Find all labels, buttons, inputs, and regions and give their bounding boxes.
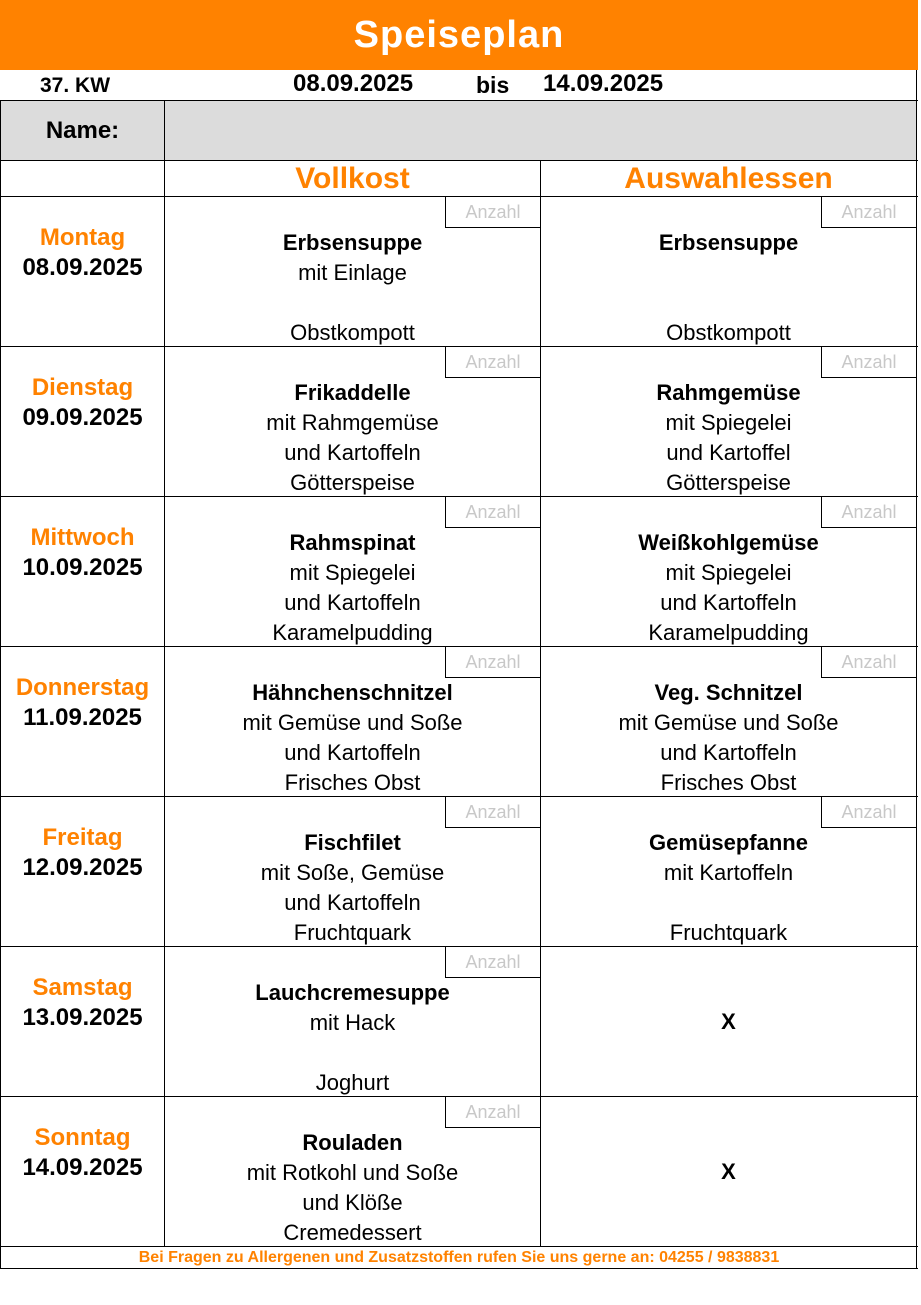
meal-line: mit Spiegelei [289, 560, 416, 585]
day-date: 12.09.2025 [22, 854, 143, 881]
meal-line: Joghurt [315, 1070, 390, 1095]
column-header-auswahlessen: Auswahlessen [624, 161, 833, 195]
day-date: 13.09.2025 [22, 1004, 143, 1031]
count-field-auswahlessen[interactable]: Anzahl [821, 497, 916, 528]
meal-title: Erbsensuppe [282, 230, 423, 255]
meal-line: mit Gemüse und Soße [242, 710, 463, 735]
count-field-auswahlessen[interactable]: Anzahl [821, 797, 916, 828]
date-from: 08.09.2025 [293, 70, 414, 97]
meal-line: und Kartoffel [666, 440, 791, 465]
count-field-vollkost[interactable]: Anzahl [445, 647, 540, 678]
name-label: Name: [1, 101, 164, 160]
meal-line: Fruchtquark [669, 920, 788, 945]
meal-line: Fruchtquark [293, 920, 412, 945]
meal-title: Fischfilet [304, 830, 401, 855]
meal-line: und Klöße [302, 1190, 403, 1215]
meal-title: Gemüsepfanne [649, 830, 808, 855]
meal-line: mit Hack [309, 1010, 396, 1035]
count-field-vollkost[interactable]: Anzahl [445, 347, 540, 378]
day-cell [1, 497, 164, 646]
meal-line: Karamelpudding [272, 620, 433, 645]
meal-line: und Kartoffeln [660, 590, 797, 615]
day-cell [1, 197, 164, 346]
meal-line: Cremedessert [283, 1220, 422, 1245]
meal-line: und Kartoffeln [284, 590, 421, 615]
day-date: 11.09.2025 [23, 704, 142, 731]
calendar-week: 37. KW [40, 74, 111, 97]
grid-line [0, 1246, 918, 1247]
grid-line [916, 70, 917, 1268]
name-field[interactable] [165, 101, 916, 160]
meal-title: Frikaddelle [294, 380, 411, 405]
count-field-vollkost[interactable]: Anzahl [445, 947, 540, 978]
day-name: Montag [39, 224, 126, 251]
meal-line: und Kartoffeln [284, 740, 421, 765]
meal-title: Weißkohlgemüse [638, 530, 819, 555]
count-field-vollkost[interactable]: Anzahl [445, 197, 540, 228]
meal-line: mit Kartoffeln [663, 860, 794, 885]
meal-line: Götterspeise [290, 470, 415, 495]
grid-line [0, 100, 918, 101]
day-name: Mittwoch [30, 524, 135, 551]
day-date: 09.09.2025 [22, 404, 143, 431]
day-name: Sonntag [34, 1124, 131, 1151]
meal-title: Rouladen [302, 1130, 403, 1155]
meal-line: Karamelpudding [648, 620, 809, 645]
count-field-auswahlessen[interactable]: Anzahl [821, 197, 916, 228]
meal-line: und Kartoffeln [660, 740, 797, 765]
day-date: 14.09.2025 [22, 1154, 143, 1181]
meal-title: Veg. Schnitzel [654, 680, 803, 705]
day-date: 10.09.2025 [22, 554, 143, 581]
meal-title: Rahmspinat [289, 530, 416, 555]
date-separator: bis [476, 72, 510, 98]
column-header-vollkost: Vollkost [295, 161, 410, 195]
day-date: 08.09.2025 [22, 254, 143, 281]
day-cell [1, 647, 164, 796]
allergen-footer-note: Bei Fragen zu Allergenen und Zusatzstoffen rufen Sie uns gerne an: 04255 / 9838831 [138, 1249, 780, 1266]
meal-title: Erbsensuppe [658, 230, 799, 255]
meal-title: Rahmgemüse [656, 380, 801, 405]
page-title: Speiseplan [0, 0, 918, 70]
meal-line: mit Rahmgemüse [266, 410, 439, 435]
meal-line: Frisches Obst [284, 770, 421, 795]
day-cell [1, 1097, 164, 1246]
meal-line: mit Spiegelei [665, 410, 792, 435]
count-field-vollkost[interactable]: Anzahl [445, 497, 540, 528]
count-field-vollkost[interactable]: Anzahl [445, 797, 540, 828]
count-field-vollkost[interactable]: Anzahl [445, 1097, 540, 1128]
meal-line: Götterspeise [666, 470, 791, 495]
meal-title: Lauchcremesuppe [255, 980, 450, 1005]
unavailable-mark: X [721, 1008, 736, 1034]
day-cell [1, 347, 164, 496]
grid-line [0, 1268, 918, 1269]
meal-line: Frisches Obst [660, 770, 797, 795]
day-name: Dienstag [31, 374, 134, 401]
meal-line: und Kartoffeln [284, 890, 421, 915]
count-field-auswahlessen[interactable]: Anzahl [821, 647, 916, 678]
unavailable-mark: X [721, 1158, 736, 1184]
meal-line: Obstkompott [666, 320, 791, 345]
day-cell [1, 797, 164, 946]
meal-line: mit Einlage [298, 260, 407, 285]
meal-line: Obstkompott [290, 320, 415, 345]
day-name: Freitag [42, 824, 123, 851]
day-cell [1, 947, 164, 1096]
day-name: Samstag [32, 974, 133, 1001]
grid-line [0, 160, 918, 161]
meal-line: mit Rotkohl und Soße [246, 1160, 459, 1185]
meal-line: mit Gemüse und Soße [618, 710, 839, 735]
meal-line: und Kartoffeln [284, 440, 421, 465]
date-to: 14.09.2025 [543, 70, 664, 97]
meal-line: mit Soße, Gemüse [260, 860, 445, 885]
count-field-auswahlessen[interactable]: Anzahl [821, 347, 916, 378]
day-name: Donnerstag [15, 674, 150, 701]
meal-line: mit Spiegelei [665, 560, 792, 585]
meal-title: Hähnchenschnitzel [252, 680, 453, 705]
